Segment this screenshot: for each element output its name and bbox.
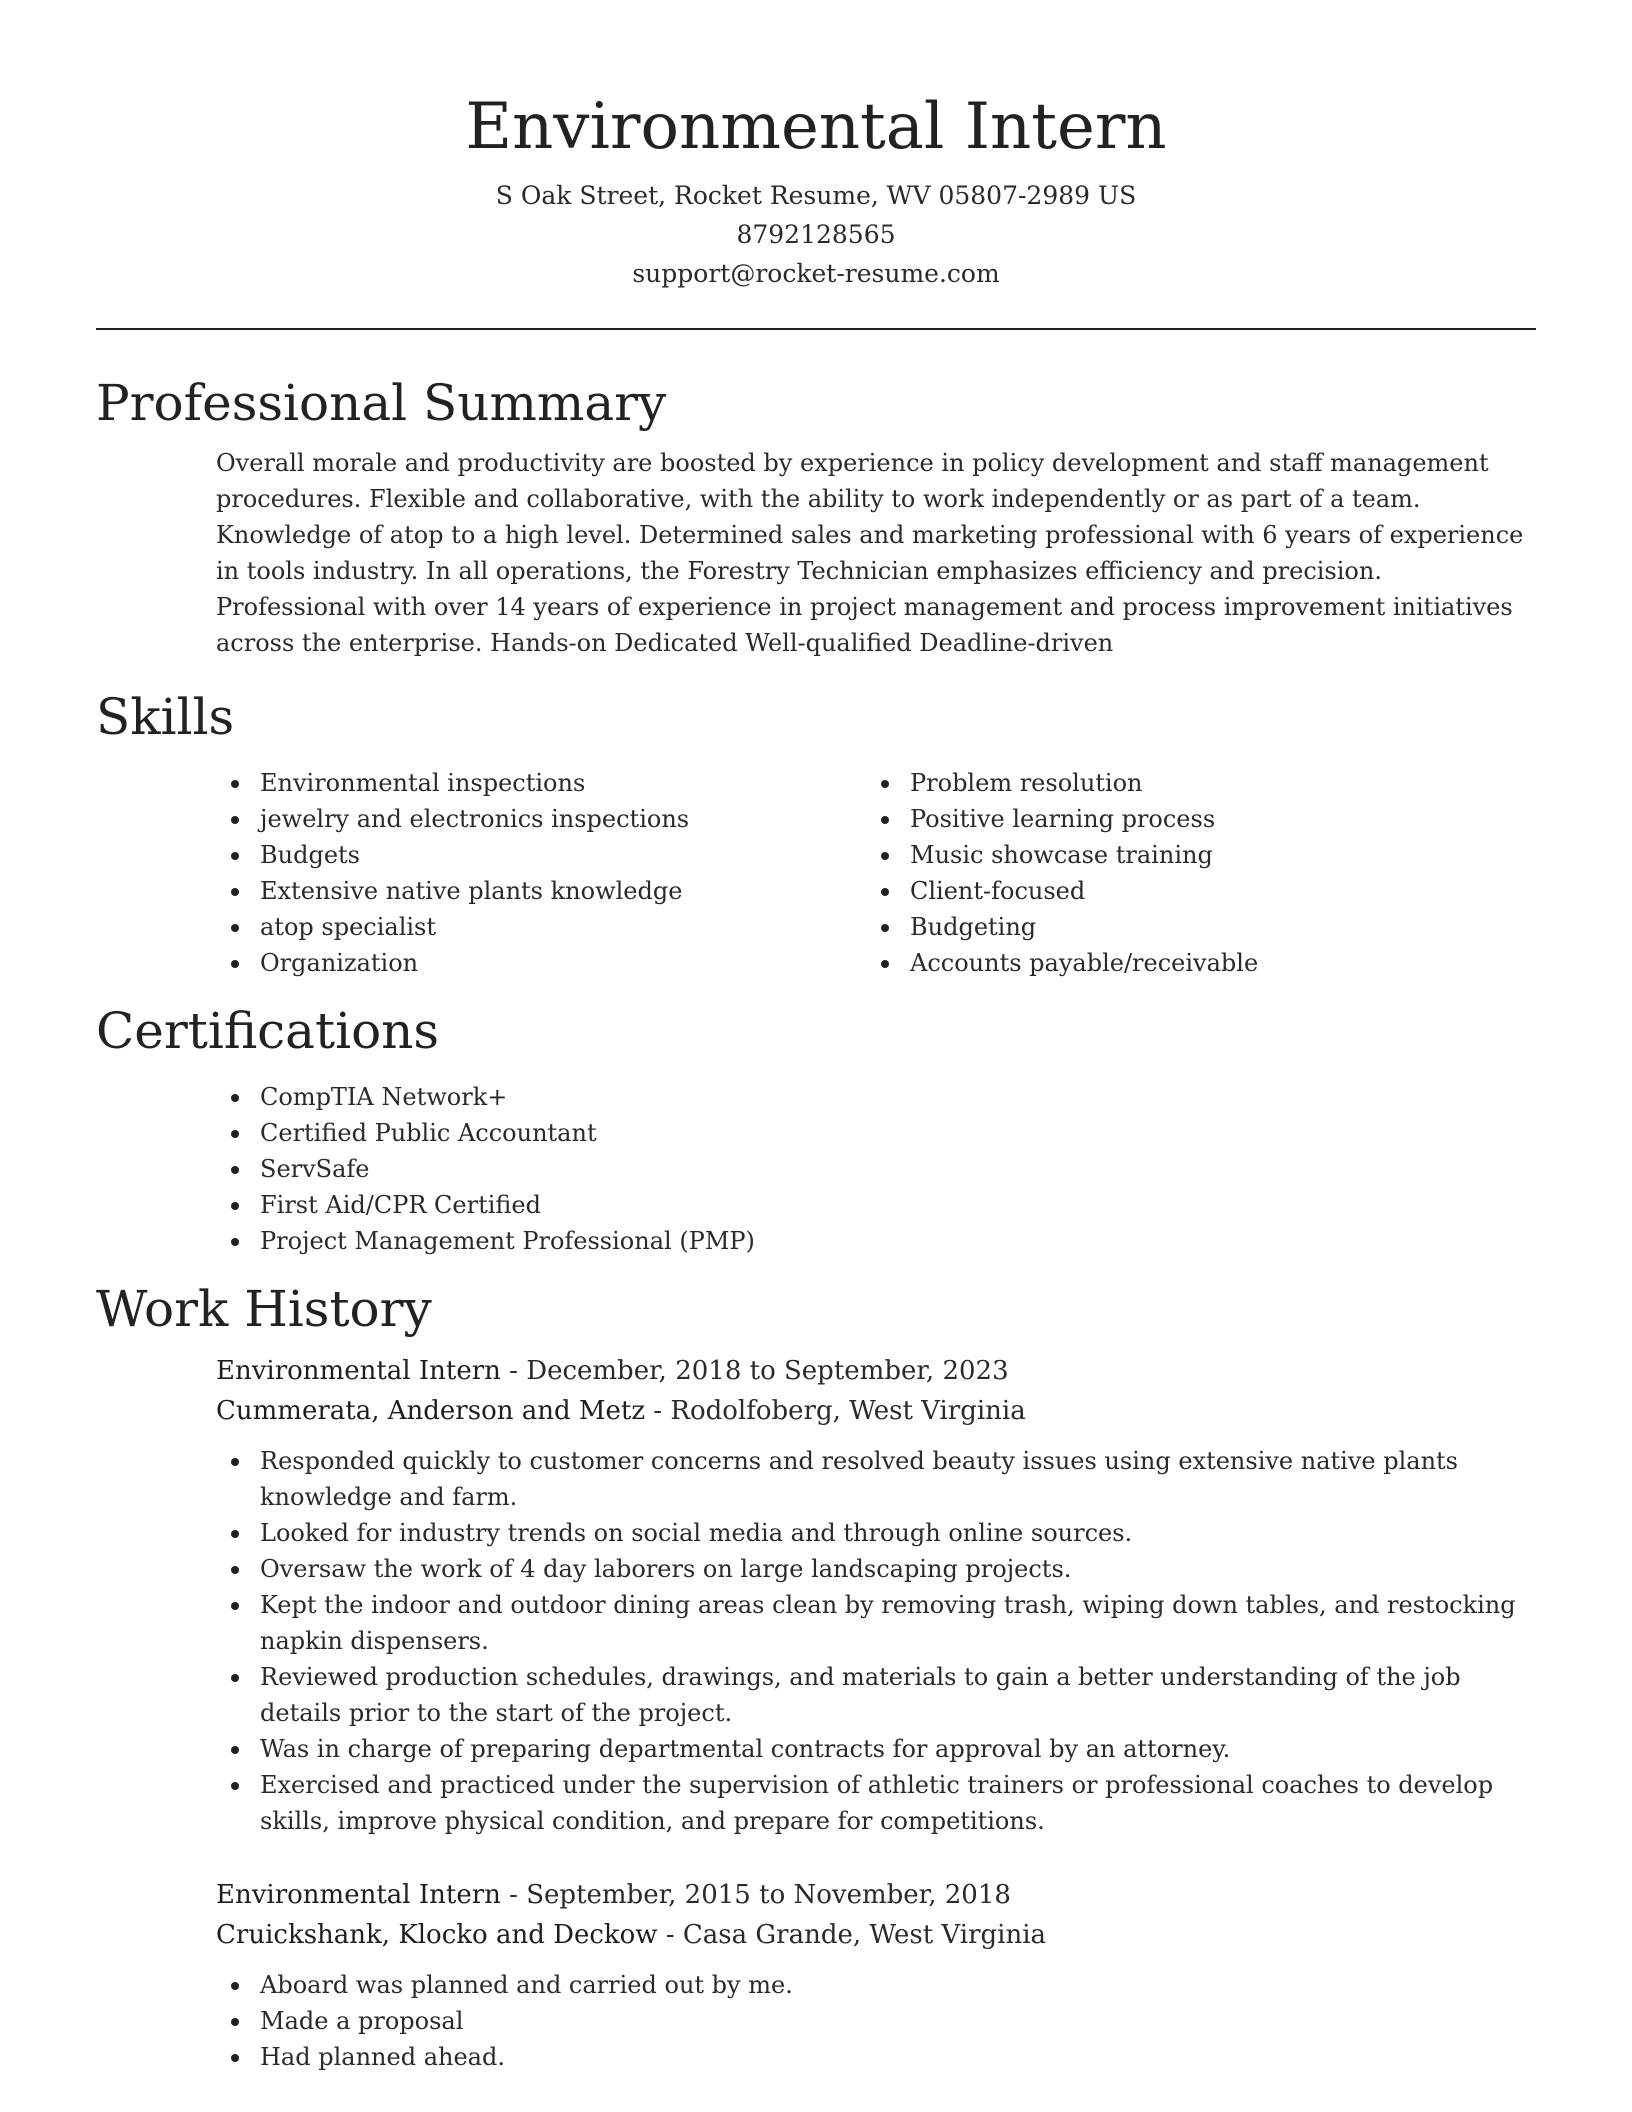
skill-item: Extensive native plants knowledge: [216, 873, 866, 909]
skill-item: Problem resolution: [866, 765, 1516, 801]
summary-section: [96, 373, 1536, 661]
certification-item: Certified Public Accountant: [216, 1115, 1536, 1151]
job-location: - Casa Grande, West Virginia: [657, 1920, 1047, 1950]
skill-item: Organization: [216, 945, 866, 981]
skill-item: jewelry and electronics inspections: [216, 801, 866, 837]
address: S Oak Street, Rocket Resume, WV 05807-2989 US: [495, 181, 1137, 210]
skill-item: Budgets: [216, 837, 866, 873]
certifications-list: [216, 1079, 1536, 1259]
job-duty: Had planned ahead.: [216, 2039, 1536, 2075]
header-divider: [96, 328, 1536, 330]
resume-page: [96, 0, 1536, 2075]
resume-header: [96, 0, 1536, 293]
certification-item: Project Management Professional (PMP): [216, 1223, 1536, 1259]
skills-list-right: [866, 765, 1516, 981]
job-duty: Oversaw the work of 4 day laborers on large landscaping projects.: [216, 1551, 1536, 1587]
job-duty: Kept the indoor and outdoor dining areas clean by removing trash, wiping down tables, and restocking napkin dispensers.: [216, 1587, 1536, 1659]
skill-item: Positive learning process: [866, 801, 1516, 837]
contact-block: [96, 176, 1536, 293]
certification-item: ServSafe: [216, 1151, 1536, 1187]
summary-title: Professional Summary: [96, 374, 667, 432]
phone: 8792128565: [736, 220, 896, 249]
skill-item: Budgeting: [866, 909, 1516, 945]
skill-item: Environmental inspections: [216, 765, 866, 801]
job-location: - Rodolfoberg, West Virginia: [645, 1396, 1026, 1426]
job-dates: - September, 2015 to November, 2018: [500, 1880, 1011, 1910]
job-company-line: [216, 1915, 1536, 1955]
certifications-title: Certifications: [96, 1002, 440, 1060]
job-company: Cummerata, Anderson and Metz: [216, 1396, 646, 1426]
job-duty: Was in charge of preparing departmental contracts for approval by an attorney.: [216, 1731, 1536, 1767]
job-company-line: [216, 1391, 1536, 1431]
job-title: Environmental Intern: [216, 1356, 501, 1386]
skills-section: [96, 687, 1536, 981]
work-history-title: Work History: [96, 1280, 432, 1338]
job-duties-list: [216, 1967, 1536, 2075]
candidate-name: Environmental Intern: [465, 90, 1167, 164]
skill-item: Accounts payable/receivable: [866, 945, 1516, 981]
job-duty: Made a proposal: [216, 2003, 1536, 2039]
email: support@rocket-resume.com: [632, 259, 1000, 288]
job-duty: Looked for industry trends on social media and through online sources.: [216, 1515, 1536, 1551]
job-duty: Aboard was planned and carried out by me.: [216, 1967, 1536, 2003]
job-title: Environmental Intern: [216, 1880, 501, 1910]
skill-item: Music showcase training: [866, 837, 1516, 873]
job-entry: [216, 1351, 1536, 1839]
job-company: Cruickshank, Klocko and Deckow: [216, 1920, 658, 1950]
summary-text: Overall morale and productivity are boosted by experience in policy development and staff management procedures. Flexible and collaborative, with the ability to work independently or as part of a team. Knowledge of atop to a high level. Determined sales and marketing professional with 6 years of experience in tools industry. In all operations, the Forestry Technician emphasizes efficiency and precision. Professional with over 14 years of experience in project management and process improvement initiatives across the enterprise. Hands-on Dedicated Well-qualified Deadline-driven: [216, 449, 1524, 657]
skill-item: atop specialist: [216, 909, 866, 945]
skill-item: Client-focused: [866, 873, 1516, 909]
certifications-section: [96, 1001, 1536, 1259]
job-duty: Exercised and practiced under the supervision of athletic trainers or professional coaches to develop skills, improve physical condition, and prepare for competitions.: [216, 1767, 1536, 1839]
work-history-section: [96, 1279, 1536, 2075]
job-title-line: [216, 1351, 1536, 1391]
job-title-line: [216, 1875, 1536, 1915]
certification-item: CompTIA Network+: [216, 1079, 1536, 1115]
certification-item: First Aid/CPR Certified: [216, 1187, 1536, 1223]
job-duty: Responded quickly to customer concerns and resolved beauty issues using extensive native plants knowledge and farm.: [216, 1443, 1536, 1515]
skills-list-left: [216, 765, 866, 981]
job-duty: Reviewed production schedules, drawings, and materials to gain a better understanding of the job details prior to the start of the project.: [216, 1659, 1536, 1731]
job-entry: [216, 1875, 1536, 2075]
job-dates: - December, 2018 to September, 2023: [500, 1356, 1009, 1386]
skills-title: Skills: [96, 688, 235, 746]
skills-columns: [216, 765, 1536, 981]
job-duties-list: [216, 1443, 1536, 1839]
